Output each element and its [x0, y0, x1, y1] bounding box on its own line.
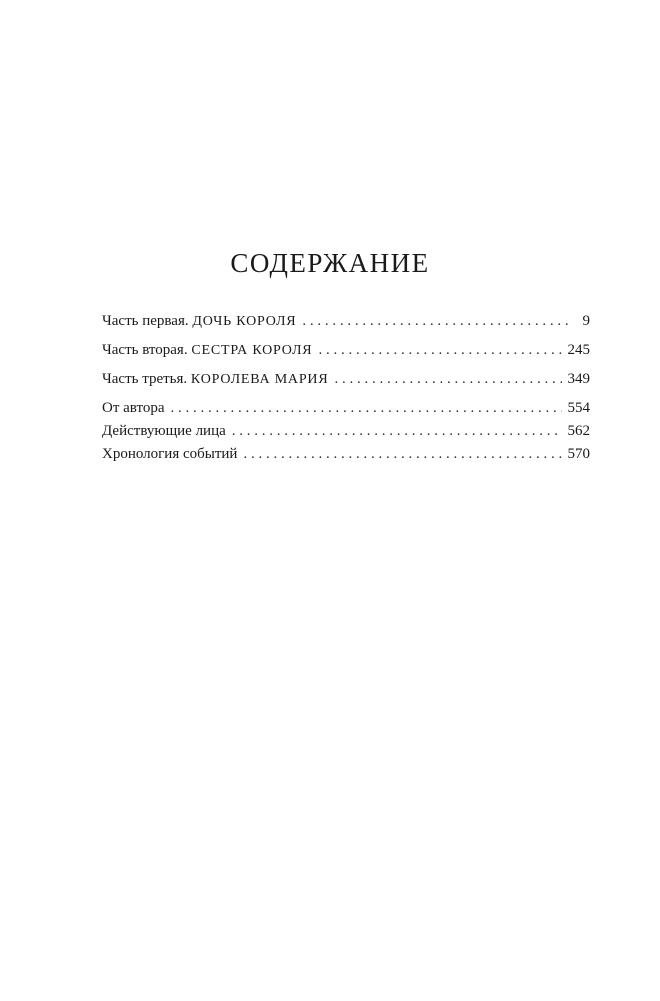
toc-entry-part-3 [102, 370, 590, 388]
toc-entry-label: От автора [102, 400, 165, 416]
toc-entry-label: Действующие лица [102, 423, 226, 439]
table-of-contents [102, 312, 590, 468]
dot-leader [302, 312, 570, 330]
toc-entry-author-note [102, 399, 590, 417]
toc-entry-label: Хронология событий [102, 446, 238, 462]
dot-leader [334, 370, 561, 388]
toc-entry-part-2 [102, 341, 590, 359]
toc-entry-label [102, 341, 312, 360]
toc-entry-prefix: Часть первая. [102, 313, 189, 329]
toc-entry-characters [102, 422, 590, 440]
toc-entry-chronology [102, 445, 590, 463]
toc-entry-part-1 [102, 312, 590, 330]
toc-entry-label [102, 370, 328, 389]
dot-leader [318, 341, 561, 359]
toc-entry-label [102, 312, 296, 331]
toc-entry-prefix: Часть вторая. [102, 342, 188, 358]
toc-entry-page: 349 [567, 371, 590, 387]
toc-entry-page: 570 [567, 446, 590, 462]
toc-entry-name: СЕСТРА КОРОЛЯ [191, 343, 313, 358]
toc-entry-page: 245 [567, 342, 590, 358]
dot-leader [232, 422, 562, 440]
toc-entry-prefix: Часть третья. [102, 371, 188, 387]
toc-entry-page: 554 [567, 400, 590, 416]
page-title: СОДЕРЖАНИЕ [230, 248, 430, 278]
toc-entry-page: 562 [567, 423, 590, 439]
toc-entry-name: ДОЧЬ КОРОЛЯ [192, 314, 297, 329]
dot-leader [243, 445, 561, 463]
toc-entry-page: 9 [582, 313, 590, 329]
toc-entry-name: КОРОЛЕВА МАРИЯ [190, 372, 329, 387]
dot-leader [171, 399, 562, 417]
